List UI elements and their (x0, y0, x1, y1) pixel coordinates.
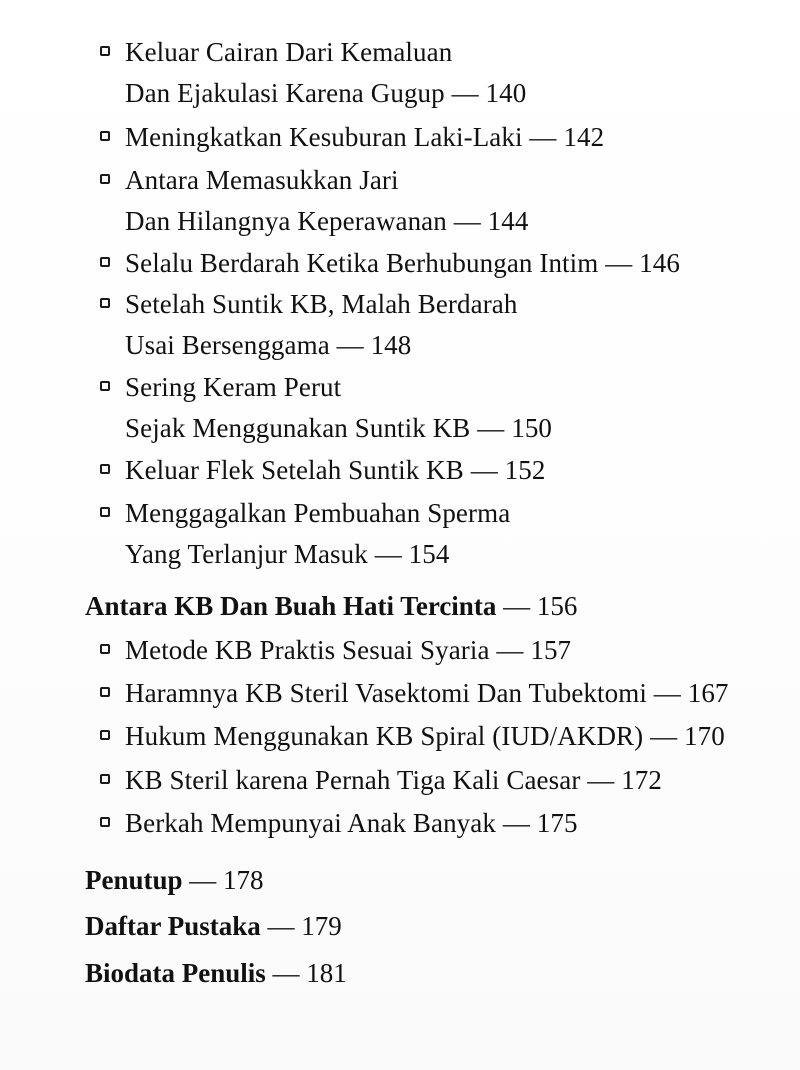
square-bullet-icon (100, 730, 110, 740)
section-heading (85, 953, 347, 994)
toc-item (125, 284, 517, 366)
section-page-number: — 181 (272, 958, 347, 988)
section-heading (85, 906, 342, 947)
toc-item-line: Antara Memasukkan Jari (125, 165, 399, 195)
toc-item-line: Haramnya KB Steril Vasektomi Dan Tubektomi — 167 (125, 678, 729, 708)
section-title: Daftar Pustaka (85, 911, 261, 941)
section-page-number: — 178 (189, 865, 264, 895)
toc-item-line: Meningkatkan Kesuburan Laki-Laki — 142 (125, 122, 605, 152)
toc-item-line: Selalu Berdarah Ketika Berhubungan Intim — 146 (125, 248, 680, 278)
toc-item-line: Sering Keram Perut (125, 372, 342, 402)
toc-item-line: Dan Ejakulasi Karena Gugup — 140 (125, 78, 527, 108)
square-bullet-icon (100, 131, 110, 141)
square-bullet-icon (100, 774, 110, 784)
toc-item-line: Dan Hilangnya Keperawanan — 144 (125, 206, 529, 236)
square-bullet-icon (100, 298, 110, 308)
toc-item-line: Menggagalkan Pembuahan Sperma (125, 498, 511, 528)
toc-item-line: Metode KB Praktis Sesuai Syaria — 157 (125, 635, 572, 665)
toc-item-line: KB Steril karena Pernah Tiga Kali Caesar — 172 (125, 765, 663, 795)
toc-item-line: Berkah Mempunyai Anak Banyak — 175 (125, 808, 578, 838)
square-bullet-icon (100, 687, 110, 697)
square-bullet-icon (100, 644, 110, 654)
toc-item (125, 367, 552, 449)
toc-item (125, 803, 578, 844)
section-heading (85, 860, 264, 901)
section-title: Biodata Penulis (85, 958, 266, 988)
square-bullet-icon (100, 464, 110, 474)
toc-item (125, 673, 729, 714)
toc-item (125, 630, 571, 671)
toc-item-line: Keluar Flek Setelah Suntik KB — 152 (125, 455, 546, 485)
toc-item-line: Keluar Cairan Dari Kemaluan (125, 37, 453, 67)
toc-item-line: Yang Terlanjur Masuk — 154 (125, 539, 450, 569)
toc-item (125, 243, 680, 284)
square-bullet-icon (100, 46, 110, 56)
toc-item (125, 760, 662, 801)
toc-item-line: Sejak Menggunakan Suntik KB — 150 (125, 413, 553, 443)
toc-item-line: Setelah Suntik KB, Malah Berdarah (125, 289, 518, 319)
toc-item (125, 117, 604, 158)
toc-item-line: Hukum Menggunakan KB Spiral (IUD/AKDR) — 170 (125, 721, 725, 751)
section-title: Antara KB Dan Buah Hati Tercinta (85, 591, 497, 621)
square-bullet-icon (100, 507, 110, 517)
square-bullet-icon (100, 381, 110, 391)
toc-item (125, 450, 545, 491)
toc-item (125, 32, 526, 114)
square-bullet-icon (100, 817, 110, 827)
toc-item-line: Usai Bersenggama — 148 (125, 330, 412, 360)
section-page-number: — 179 (267, 911, 342, 941)
toc-item (125, 160, 528, 242)
section-heading (85, 586, 577, 627)
square-bullet-icon (100, 257, 110, 267)
section-page-number: — 156 (503, 591, 578, 621)
toc-item (125, 716, 725, 757)
section-title: Penutup (85, 865, 183, 895)
toc-item (125, 493, 510, 575)
square-bullet-icon (100, 174, 110, 184)
